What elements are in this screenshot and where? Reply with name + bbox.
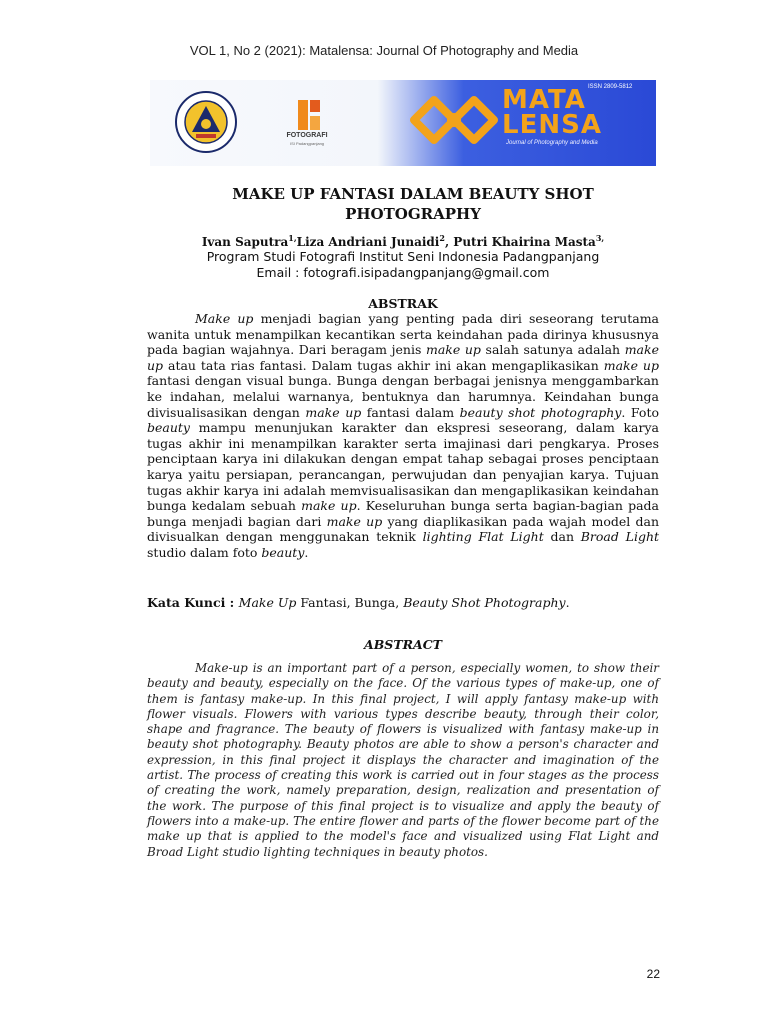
abstrak-body: Make up menjadi bagian yang penting pada diri seseorang terutama wanita untuk menampilkan kecantikan serta keindahan pada dirinya khususnya pada bagian wajahnya. Dari beragam jenis make up salah satunya adalah make up atau tata rias fantasi. Dalam tugas akhir ini akan mengaplikasikan make up fantasi dengan visual bunga. Bunga dengan berbagai jenisnya menggambarkan ke indahan, melalui warnanya, bentuknya dan harumnya. Keindahan bunga divisualisasikan dengan make up fantasi dalam beauty shot photography. Foto beauty mampu menunjukan karakter dan ekspresi seseorang, dalam karya tugas akhir ini menampilkan karakter serta imajinasi dari pengkarya. Proses penciptaan karya ini dilakukan dengan empat tahap sebagai proses penciptaan karya yaitu persiapan, perancangan, perwujudan dan penyajian karya. Tujuan tugas akhir karya ini adalah memvisualisasikan dan mengaplikasikan keindahan bunga kedalam sebuah make up. Keseluruhan bunga serta bagian-bagian pada bunga menjadi bagian dari make up yang diaplikasikan pada wajah model dan divisualkan dengan menggunakan teknik lighting Flat Light dan Broad Light studio dalam foto beauty.	[147, 311, 660, 560]
author-list: Ivan Saputra$^{1,}$Liza Andriani Junaidi$^2$, Putri Khairina Masta$^{3,}$	[201, 233, 605, 249]
abstrak-heading: ABSTRAK	[368, 296, 438, 311]
matalensa-emblem	[408, 94, 500, 146]
keywords: Kata Kunci : Make Up Fantasi, Bunga, Beauty Shot Photography.	[147, 595, 570, 610]
affiliation: Program Studi Fotografi Institut Seni Indonesia Padangpanjang	[206, 249, 600, 264]
matalensa-wordmark: MATA LENSA	[502, 85, 602, 140]
article-title: MAKE UP FANTASI DALAM BEAUTY SHOT PHOTOGRAPHY	[232, 185, 594, 223]
abstract-body: Make-up is an important part of a person, especially women, to show their beauty and beauty, especially on the face. Of the various types of make-up, one of them is fantasy make-up. In this final project, I will apply fantasy make-up with flower visuals. Flowers with various types describe beauty, through their color, shape and fragrance. The beauty of flowers is visualized with fantasy make-up in beauty shot photography. Beauty photos are able to show a person's character and expression, in this final project it displays the character and imagination of the artist. The process of creating this work is carried out in four stages as the process of creating the work, namely preparation, design, realization and presentation of the work. The purpose of this final project is to visualize and apply the beauty of flowers into a make-up. The entire flower and parts of the flower become part of the make up that is applied to the model's face and visualized using Flat Light and Broad Light studio lighting techniques in beauty photos.	[147, 661, 659, 859]
issn-label: ISSN 2809-5812	[588, 84, 633, 90]
isi-seal-logo	[174, 90, 238, 154]
page-number: 22	[646, 967, 660, 981]
fotografi-sublabel: ISI Padangpanjang	[289, 141, 325, 146]
abstract-heading: ABSTRACT	[364, 637, 442, 652]
contact-email: Email : fotografi.isipadangpanjang@gmail.com	[256, 265, 550, 280]
fotografi-label: FOTOGRAFI	[286, 132, 328, 139]
journal-header: VOL 1, No 2 (2021): Matalensa: Journal Of Photography and Media	[189, 43, 579, 58]
banner-tagline: Journal of Photography and Media	[506, 140, 598, 146]
journal-banner	[150, 80, 656, 166]
